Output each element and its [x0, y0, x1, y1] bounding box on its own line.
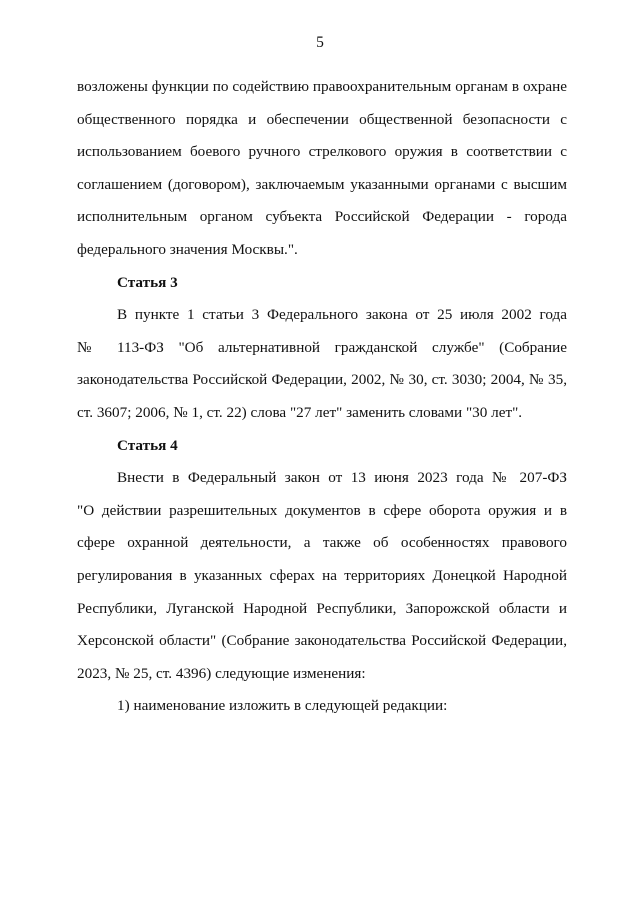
- article-4-heading: Статья 4: [117, 436, 178, 454]
- article-3-line: законодательства Российской Федерации, 2002, № 30, ст. 3030; 2004, № 35,: [77, 371, 567, 389]
- article-4-line: Внести в Федеральный закон от 13 июня 2023 года № 207-ФЗ: [117, 469, 567, 487]
- article-4-line: регулирования в указанных сферах на территориях Донецкой Народной: [77, 566, 567, 584]
- document-body: [77, 76, 567, 728]
- article-3-line: № 113-ФЗ "Об альтернативной гражданской службе" (Собрание: [77, 338, 567, 356]
- paragraph-line: использованием боевого ручного стрелкового оружия в соответствии с: [77, 143, 567, 161]
- article-4-line: Херсонской области" (Собрание законодательства Российской Федерации,: [77, 632, 567, 650]
- article-4-item-1: 1) наименование изложить в следующей редакции:: [117, 697, 448, 715]
- article-4-line: 2023, № 25, ст. 4396) следующие изменения:: [77, 664, 366, 682]
- paragraph-line: общественного порядка и обеспечении общественной безопасности с: [77, 110, 567, 128]
- paragraph-line: исполнительным органом субъекта Российской Федерации - города: [77, 208, 567, 226]
- article-3-heading: Статья 3: [117, 273, 178, 291]
- article-3-line: В пункте 1 статьи 3 Федерального закона от 25 июля 2002 года: [117, 306, 567, 324]
- paragraph-line: федерального значения Москвы.".: [77, 240, 298, 258]
- paragraph-line: соглашением (договором), заключаемым указанными органами с высшим: [77, 175, 567, 193]
- article-4-line: "О действии разрешительных документов в сфере оборота оружия и в: [77, 501, 567, 519]
- article-4-line: сфере охранной деятельности, а также об особенностях правового: [77, 534, 567, 552]
- page-number: 5: [316, 34, 324, 51]
- article-4-line: Республики, Луганской Народной Республики, Запорожской области и: [77, 599, 567, 617]
- article-3-line: ст. 3607; 2006, № 1, ст. 22) слова "27 лет" заменить словами "30 лет".: [77, 403, 523, 421]
- paragraph-line: возложены функции по содействию правоохранительным органам в охране: [77, 78, 567, 95]
